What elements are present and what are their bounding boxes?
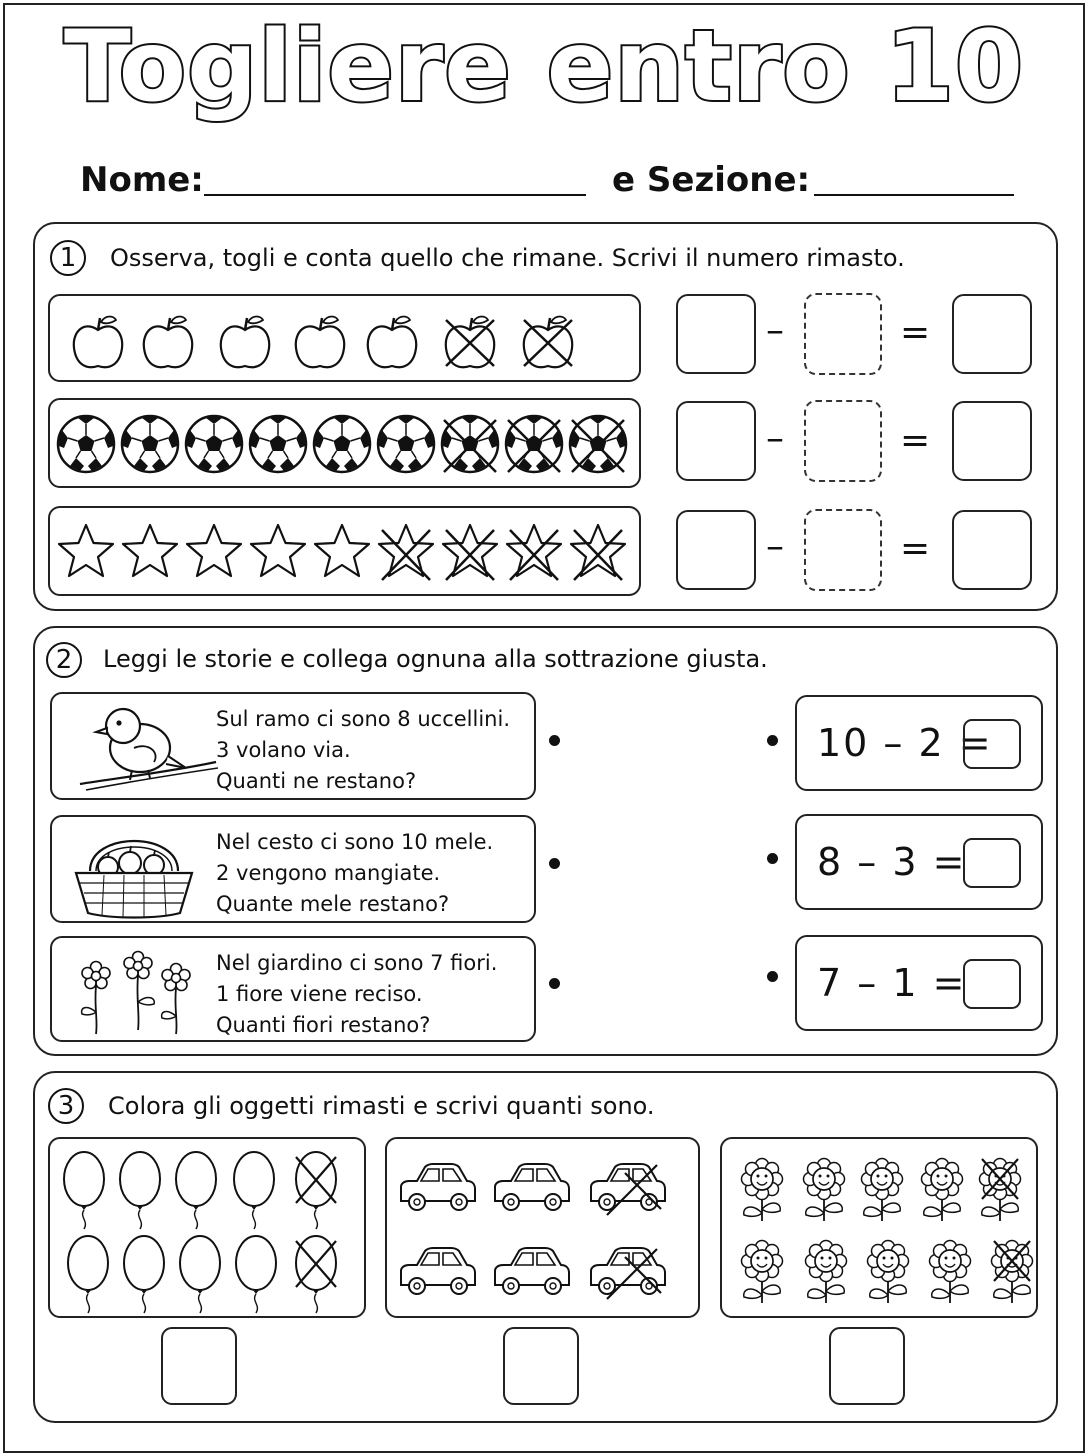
star-icon <box>251 525 305 576</box>
equals-sign: = <box>900 312 931 353</box>
smiling-flower-icon <box>806 1241 847 1304</box>
exercise-1-instruction: Osserva, togli e conta quello che rimane. Scrivi il numero rimasto. <box>110 244 905 272</box>
equation-text: 8 – 3 = <box>817 840 967 884</box>
cars-group <box>387 1139 698 1316</box>
soccer-ball-icon <box>122 416 178 472</box>
story-card-flowers <box>50 936 536 1042</box>
car-icon <box>401 1164 475 1210</box>
apple-icon-crossed <box>524 317 572 368</box>
star-icon-crossed <box>379 525 433 580</box>
equation-connect-dot[interactable] <box>767 735 778 746</box>
smiling-flower-icon <box>922 1159 963 1222</box>
equation-card <box>795 695 1043 791</box>
balloon-icon <box>180 1236 220 1313</box>
smiling-flower-icon <box>868 1241 909 1304</box>
soccer-ball-icon <box>314 416 370 472</box>
exercise-3-instruction: Colora gli oggetti rimasti e scrivi quanti sono. <box>108 1092 655 1120</box>
stars-group <box>50 508 639 594</box>
cars-count-box[interactable] <box>503 1327 579 1405</box>
story-card-apples <box>50 815 536 923</box>
story-line: Nel cesto ci sono 10 mele. <box>216 830 494 854</box>
total-answer-box[interactable] <box>676 401 756 481</box>
soccer-ball-icon <box>250 416 306 472</box>
equation-answer-box[interactable] <box>963 838 1021 888</box>
exercise-1-number: 1 <box>50 240 86 276</box>
story-line: 3 volano via. <box>216 738 351 762</box>
flowers-icon <box>68 946 218 1040</box>
equation-text: 7 – 1 = <box>817 961 967 1005</box>
story-line: Quante mele restano? <box>216 892 450 916</box>
soccer-ball-icon <box>186 416 242 472</box>
equation-connect-dot[interactable] <box>767 853 778 864</box>
story-line: Sul ramo ci sono 8 uccellini. <box>216 707 510 731</box>
smiling-flower-icon <box>742 1241 783 1304</box>
flowers-panel <box>720 1137 1038 1318</box>
apples-group <box>50 296 639 380</box>
star-icon <box>187 525 241 576</box>
result-answer-box[interactable] <box>952 294 1032 374</box>
equation-connect-dot[interactable] <box>767 971 778 982</box>
balloon-icon <box>236 1236 276 1313</box>
smiling-flower-icon <box>804 1159 845 1222</box>
section-field[interactable] <box>814 194 1014 196</box>
star-icon <box>123 525 177 576</box>
story-line: Quanti ne restano? <box>216 769 417 793</box>
star-icon <box>315 525 369 576</box>
soccer-ball-icon <box>378 416 434 472</box>
apple-icon-crossed <box>446 317 494 368</box>
balls-row <box>48 398 641 488</box>
apple-icon <box>221 317 269 368</box>
soccer-ball-icon-crossed <box>570 416 626 472</box>
star-icon-crossed <box>443 525 497 580</box>
balloon-icon-crossed <box>296 1152 336 1229</box>
name-field[interactable] <box>204 194 586 196</box>
smiling-flower-icon <box>862 1159 903 1222</box>
exercise-3-number: 3 <box>48 1088 84 1124</box>
basket-icon <box>68 825 218 921</box>
story-connect-dot[interactable] <box>549 978 560 989</box>
star-icon-crossed <box>571 525 625 580</box>
smiling-flower-icon-crossed <box>992 1241 1033 1304</box>
story-connect-dot[interactable] <box>549 735 560 746</box>
equation-card <box>795 935 1043 1031</box>
soccer-ball-icon-crossed <box>442 416 498 472</box>
balls-group <box>50 400 639 486</box>
balloon-icon <box>68 1236 108 1313</box>
smiling-flowers-group <box>722 1139 1036 1316</box>
total-answer-box[interactable] <box>676 510 756 590</box>
stars-row <box>48 506 641 596</box>
balloons-panel <box>48 1137 366 1318</box>
balloons-count-box[interactable] <box>161 1327 237 1405</box>
balloons-group <box>50 1139 364 1316</box>
flowers-count-box[interactable] <box>829 1327 905 1405</box>
apple-icon <box>368 317 416 368</box>
soccer-ball-icon-crossed <box>506 416 562 472</box>
story-line: Quanti fiori restano? <box>216 1013 431 1037</box>
soccer-ball-icon <box>58 416 114 472</box>
balloon-icon-crossed <box>296 1236 336 1313</box>
apples-row <box>48 294 641 382</box>
story-card-birds <box>50 692 536 800</box>
equals-sign: = <box>900 420 931 461</box>
subtract-answer-box[interactable] <box>804 509 882 591</box>
minus-sign: – <box>766 418 784 459</box>
car-icon-crossed <box>591 1248 665 1299</box>
worksheet-title: Togliere entro 10 <box>63 10 1025 124</box>
minus-sign: – <box>766 526 784 567</box>
car-icon <box>495 1164 569 1210</box>
equation-card <box>795 814 1043 910</box>
subtract-answer-box[interactable] <box>804 293 882 375</box>
star-icon-crossed <box>507 525 561 580</box>
balloon-icon <box>124 1236 164 1313</box>
equation-answer-box[interactable] <box>963 719 1021 769</box>
smiling-flower-icon <box>742 1159 783 1222</box>
story-line: 2 vengono mangiate. <box>216 861 441 885</box>
apple-icon <box>74 317 122 368</box>
balloon-icon <box>234 1152 274 1229</box>
bird-icon <box>68 702 218 796</box>
section-label: e Sezione: <box>612 160 811 200</box>
star-icon <box>59 525 113 576</box>
equation-answer-box[interactable] <box>963 959 1021 1009</box>
result-answer-box[interactable] <box>952 401 1032 481</box>
result-answer-box[interactable] <box>952 510 1032 590</box>
equation-text: 10 – 2 = <box>817 721 993 765</box>
balloon-icon <box>176 1152 216 1229</box>
smiling-flower-icon <box>930 1241 971 1304</box>
car-icon-crossed <box>591 1164 665 1215</box>
exercise-2-number: 2 <box>46 642 82 678</box>
smiling-flower-icon-crossed <box>980 1159 1021 1222</box>
balloon-icon <box>120 1152 160 1229</box>
car-icon <box>401 1248 475 1294</box>
name-label: Nome: <box>80 160 204 200</box>
minus-sign: – <box>766 310 784 351</box>
apple-icon <box>296 317 344 368</box>
story-connect-dot[interactable] <box>549 858 560 869</box>
subtract-answer-box[interactable] <box>804 400 882 482</box>
total-answer-box[interactable] <box>676 294 756 374</box>
equals-sign: = <box>900 528 931 569</box>
balloon-icon <box>64 1152 104 1229</box>
apple-icon <box>144 317 192 368</box>
exercise-2-instruction: Leggi le storie e collega ognuna alla sottrazione giusta. <box>103 645 768 673</box>
cars-panel <box>385 1137 700 1318</box>
story-line: Nel giardino ci sono 7 fiori. <box>216 951 498 975</box>
car-icon <box>495 1248 569 1294</box>
story-line: 1 fiore viene reciso. <box>216 982 423 1006</box>
